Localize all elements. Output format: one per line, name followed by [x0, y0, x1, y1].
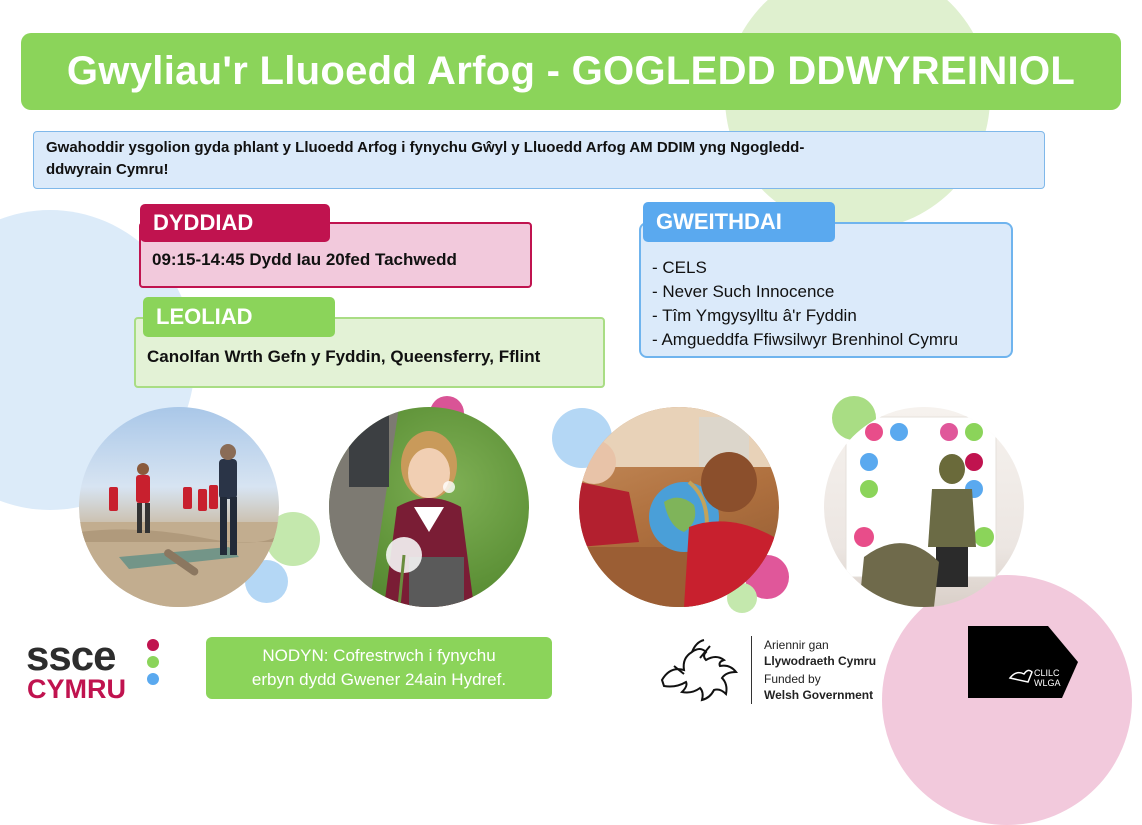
intro-box: [33, 131, 1045, 189]
wlga-logo-text: CLILC: [1034, 668, 1060, 678]
ssce-logo-subtext: CYMRU: [27, 674, 126, 704]
intro-line: ddwyrain Cymru!: [46, 161, 169, 178]
page-title: Gwyliau'r Lluoedd Arfog - GOGLEDD DDWYREINIOL: [21, 33, 1121, 110]
logo-dot: [147, 656, 159, 668]
welsh-dragon-icon: [656, 636, 744, 702]
workshop-item: - Tîm Ymgysylltu â'r Fyddin: [652, 306, 857, 325]
gov-logo-text: Funded by: [764, 672, 821, 686]
workshop-item: - Never Such Innocence: [652, 282, 835, 301]
date-heading: DYDDIAD: [140, 204, 330, 242]
date-text: 09:15-14:45 Dydd Iau 20fed Tachwedd: [152, 250, 457, 269]
photo-girl-army-uniform: [824, 407, 1024, 607]
location-heading: LEOLIAD: [143, 297, 335, 337]
gov-logo-text: Welsh Government: [764, 688, 874, 702]
intro-line: Gwahoddir ysgolion gyda phlant y Lluoedd Arfog i fynychu Gŵyl y Lluoedd Arfog AM DDIM yng Ngogledd-: [46, 139, 805, 156]
photo-children-globe: [579, 407, 779, 607]
note-box: [206, 637, 552, 699]
ssce-cymru-logo: [26, 632, 166, 704]
photo-girl-dandelion: [329, 407, 529, 607]
workshops-heading: GWEITHDAI: [643, 202, 835, 242]
logo-dot: [147, 639, 159, 651]
note-line: NODYN: Cofrestrwch i fynychu: [262, 646, 496, 665]
photo-beach-activity: [79, 407, 279, 607]
workshop-item: - Amgueddfa Ffiwsilwyr Brenhinol Cymru: [652, 330, 959, 349]
gov-logo-text: Ariennir gan: [764, 638, 829, 652]
logo-dot: [147, 673, 159, 685]
note-line: erbyn dydd Gwener 24ain Hydref.: [251, 670, 507, 689]
wlga-logo-text: WLGA: [1034, 678, 1061, 688]
gov-logo-text: Llywodraeth Cymru: [764, 654, 877, 668]
welsh-government-logo: [656, 636, 886, 706]
location-text: Canolfan Wrth Gefn y Fyddin, Queensferry, Fflint: [147, 347, 541, 366]
wlga-logo: [966, 624, 1080, 700]
workshop-item: - CELS: [652, 258, 707, 277]
logo-divider: [751, 636, 752, 704]
workshops-list: [652, 256, 958, 352]
ssce-logo-text: ssce: [26, 632, 116, 679]
